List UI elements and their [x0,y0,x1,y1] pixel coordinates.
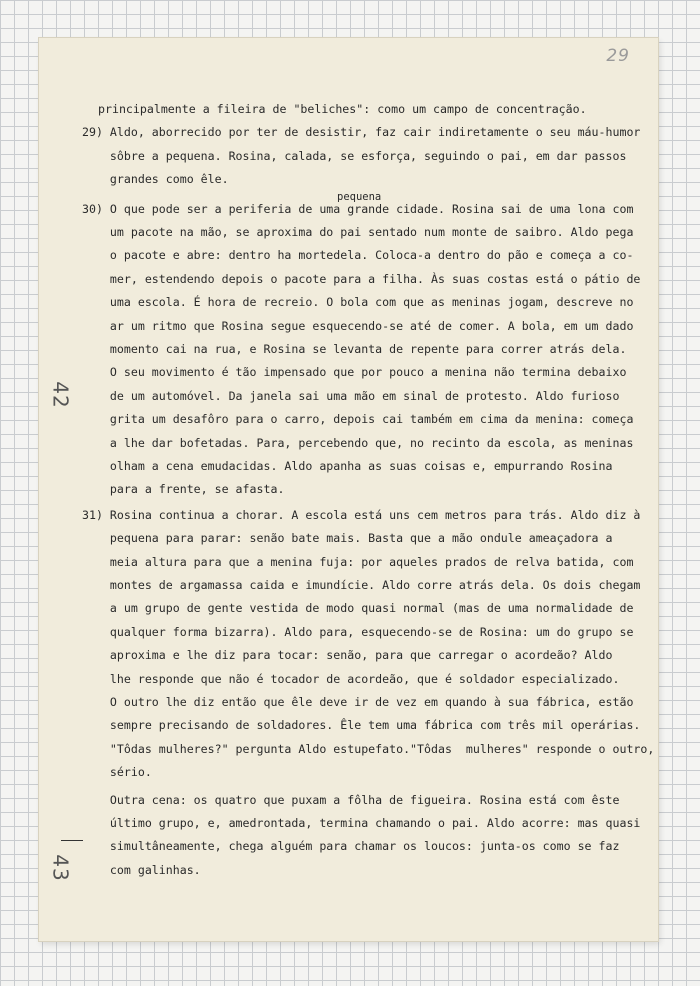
margin-mark-42: 42 [48,381,73,409]
text-line: uma escola. É hora de recreio. O bola com que as meninas jogam, descreve no [82,295,634,310]
text-line: O seu movimento é tão impensado que por pouco a menina não termina debaixo [82,365,627,380]
text-line: a um grupo de gente vestida de modo quasi normal (mas de uma normalidade de [82,601,634,616]
text-line: montes de argamassa caida e imundície. Aldo corre atrás dela. Os dois chegam [82,578,641,592]
text-line: sempre precisando de soldadores. Êle tem uma fábrica com três mil operárias. [82,718,641,733]
text-line: ar um ritmo que Rosina segue esquecendo-se até de comer. A bola, em um dado [82,318,634,333]
text-line: 30) O que pode ser a periferia de uma grande cidade. Rosina sai de uma lona com [82,201,634,216]
text-line: lhe responde que não é tocador de acordeão, que é soldador especializado. [82,671,620,686]
text-line: "Tôdas mulheres?" pergunta Aldo estupefato."Tôdas mulheres" responde o outro, [82,741,655,756]
text-line: meia altura para que a menina fuja: por aqueles prados de relva batida, com [82,554,634,569]
text-line: qualquer forma bizarra). Aldo para, esquecendo-se de Rosina: um do grupo se [82,624,634,639]
text-line: o pacote e abre: dentro ha mortedela. Coloca-a dentro do pão e começa a co- [82,248,634,263]
text-line: olham a cena emudacidas. Aldo apanha as suas coisas e, empurrando Rosina [82,459,613,473]
text-line: mer, estendendo depois o pacote para a filha. Às suas costas está o pátio de [82,271,641,286]
text-line: pequena para parar: senão bate mais. Basta que a mão ondule ameaçadora a [82,531,613,546]
text-line: com galinhas. [82,862,201,877]
margin-mark-43: 43 [48,854,73,882]
text-line: para a frente, se afasta. [82,482,285,497]
text-line: Outra cena: os quatro que puxam a fôlha de figueira. Rosina está com êste [82,792,620,807]
text-line: 31) Rosina continua a chorar. A escola está uns cem metros para trás. Aldo diz à [82,507,641,522]
text-line: último grupo, e, amedrontada, termina chamando o pai. Aldo acorre: mas quasi [82,816,641,830]
typed-text-body [39,38,658,941]
document-sheet [39,38,658,941]
interlinear-annotation: pequena [337,191,382,203]
text-line: O outro lhe diz então que êle deve ir de vez em quando à sua fábrica, estão [82,695,634,709]
text-line: a lhe dar bofetadas. Para, percebendo que, no recinto da escola, as meninas [82,435,634,450]
text-line: grita um desafôro para o carro, depois cai também em cima da menina: começa [82,412,634,427]
text-line: momento cai na rua, e Rosina se levanta de repente para correr atrás dela. [82,342,627,356]
text-line: sôbre a pequena. Rosina, calada, se esforça, seguindo o pai, em dar passos [82,148,627,163]
text-line: sério. [82,765,152,780]
text-line: 29) Aldo, aborrecido por ter de desistir, faz cair indiretamente o seu máu-humor [82,125,641,140]
text-line: grandes como êle. [82,172,229,187]
text-line: simultâneamente, chega alguém para chamar os loucos: junta-os como se faz [82,839,620,854]
page-number: 29 [606,46,630,66]
text-line: principalmente a fileira de "beliches": como um campo de concentração. [98,102,587,116]
text-line: um pacote na mão, se aproxima do pai sentado num monte de saibro. Aldo pega [82,225,634,239]
text-line: de um automóvel. Da janela sai uma mão em sinal de protesto. Aldo furioso [82,388,620,403]
text-line: aproxima e lhe diz para tocar: senão, para que carregar o acordeão? Aldo [82,648,613,663]
